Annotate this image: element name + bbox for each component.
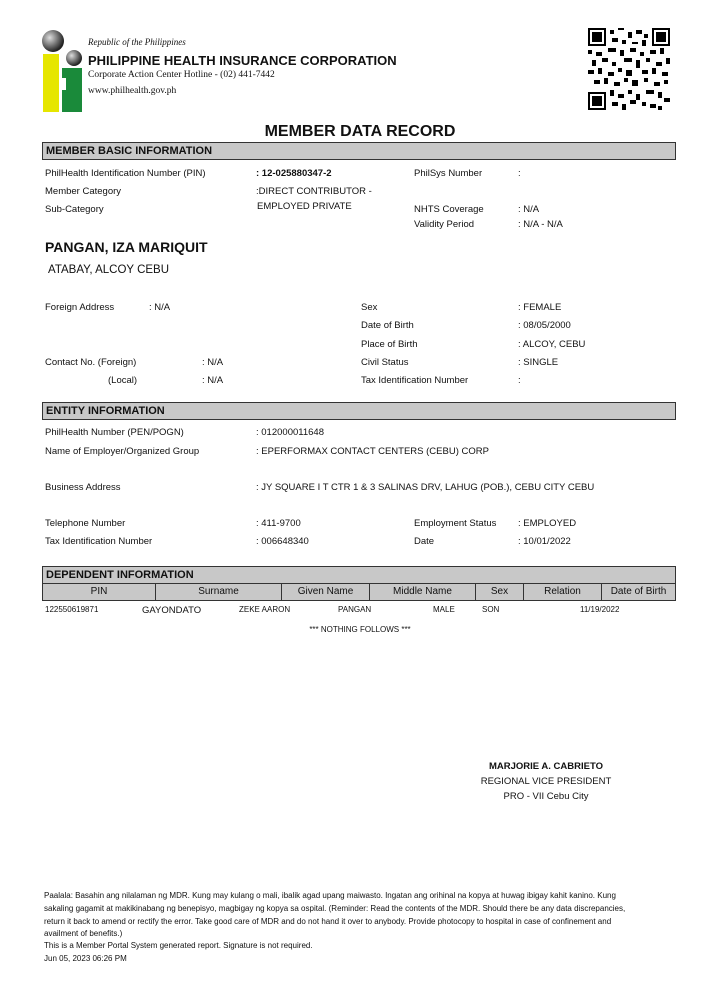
- pen-value: : 012000011648: [256, 427, 324, 438]
- foreign-address-label: Foreign Address: [45, 302, 115, 313]
- foreign-address-value: : N/A: [149, 302, 171, 313]
- contact-local-label: (Local): [108, 375, 138, 386]
- dob-value: : 08/05/2000: [518, 320, 571, 331]
- dep-middle-name: PANGAN: [338, 605, 372, 614]
- pen-label: PhilHealth Number (PEN/POGN): [45, 427, 184, 438]
- member-address: ATABAY, ALCOY CEBU: [48, 264, 170, 276]
- pin-label: PhilHealth Identification Number (PIN): [45, 168, 206, 179]
- section-entity: [42, 402, 676, 420]
- employment-status-value: : EMPLOYED: [518, 518, 577, 529]
- signatory-position: REGIONAL VICE PRESIDENT: [480, 776, 612, 787]
- date-value: : 10/01/2022: [518, 536, 571, 547]
- dob-label: Date of Birth: [361, 320, 414, 331]
- telephone-label: Telephone Number: [45, 518, 126, 529]
- sex-value: : FEMALE: [518, 302, 562, 313]
- tin-value: :: [518, 375, 521, 386]
- nhts-value: : N/A: [518, 204, 540, 215]
- business-address-label: Business Address: [45, 482, 121, 493]
- dep-dob: 11/19/2022: [580, 605, 620, 614]
- org-name: PHILIPPINE HEALTH INSURANCE CORPORATION: [88, 53, 397, 68]
- col-sex: Sex: [476, 584, 524, 600]
- employment-status-label: Employment Status: [414, 518, 497, 529]
- subcategory-label: Sub-Category: [45, 204, 104, 215]
- sex-label: Sex: [361, 302, 378, 313]
- entity-tin-value: : 006648340: [256, 536, 309, 547]
- contact-foreign-value: : N/A: [202, 357, 224, 368]
- document-title: MEMBER DATA RECORD: [264, 123, 456, 140]
- validity-value: : N/A - N/A: [518, 219, 563, 230]
- civil-status-value: : SINGLE: [518, 357, 559, 368]
- republic-text: Republic of the Philippines: [88, 37, 186, 47]
- signatory-name: MARJORIE A. CABRIETO: [488, 761, 603, 772]
- dep-sex: MALE: [433, 605, 455, 614]
- employer-value: : EPERFORMAX CONTACT CENTERS (CEBU) CORP: [256, 446, 489, 457]
- col-relation: Relation: [524, 584, 602, 600]
- dependents-table-header: [42, 584, 676, 601]
- date-label: Date: [414, 536, 435, 547]
- col-surname: Surname: [156, 584, 282, 600]
- hotline-text: Corporate Action Center Hotline - (02) 441-7442: [88, 70, 275, 80]
- qr-code: [588, 28, 670, 110]
- nhts-label: NHTS Coverage: [414, 204, 484, 215]
- philsys-value: :: [518, 168, 521, 179]
- philhealth-logo: [40, 28, 86, 114]
- member-category-value: :DIRECT CONTRIBUTOR -: [256, 186, 372, 197]
- pob-value: : ALCOY, CEBU: [518, 339, 586, 350]
- dep-pin: 122550619871: [45, 605, 99, 614]
- employer-label: Name of Employer/Organized Group: [45, 446, 200, 457]
- civil-status-label: Civil Status: [361, 357, 409, 368]
- footer-note-line-1: Paalala: Basahin ang nilalaman ng MDR. Kung may kulang o mali, ibalik agad upang maiwasto. Ingatan ang orihinal na kopya at huwag ibigay kahit kanino. Kung: [44, 891, 616, 900]
- dep-relation: SON: [482, 605, 500, 614]
- col-pin: PIN: [43, 584, 156, 600]
- footer-note-line-4: availment of benefits.): [44, 929, 123, 938]
- section-title: ENTITY INFORMATION: [46, 405, 165, 417]
- philsys-label: PhilSys Number: [414, 168, 483, 179]
- footer-note-line-3: return it back to amend or rectify the error. Take good care of MDR and do not hand it over to anybody. Provide photocopy to hospital in case of confinement and: [44, 917, 612, 926]
- business-address-value: : JY SQUARE I T CTR 1 & 3 SALINAS DRV, LAHUG (POB.), CEBU CITY CEBU: [256, 482, 595, 493]
- pob-label: Place of Birth: [361, 339, 418, 350]
- section-title: MEMBER BASIC INFORMATION: [46, 145, 213, 157]
- validity-label: Validity Period: [414, 219, 475, 230]
- nothing-follows: *** NOTHING FOLLOWS ***: [309, 625, 411, 634]
- tin-label: Tax Identification Number: [361, 375, 469, 386]
- member-name: PANGAN, IZA MARIQUIT: [45, 239, 208, 255]
- signatory-office: PRO - VII Cebu City: [503, 791, 589, 802]
- contact-local-value: : N/A: [202, 375, 224, 386]
- generated-timestamp: Jun 05, 2023 06:26 PM: [44, 954, 127, 963]
- col-dob: Date of Birth: [610, 586, 667, 597]
- member-category-value-cont: EMPLOYED PRIVATE: [257, 201, 352, 212]
- dep-given-name: ZEKE AARON: [239, 605, 291, 614]
- telephone-value: : 411-9700: [256, 518, 301, 529]
- footer-note-line-2: sakaling gagamit at makikinabang ng benepisyo, magbigay ng kopya sa ospital. (Reminder: Read the contents of the MDR. Should there be any data discrepancies,: [44, 904, 626, 913]
- member-category-label: Member Category: [45, 186, 122, 197]
- website-link[interactable]: www.philhealth.gov.ph: [88, 86, 177, 96]
- col-given-name: Given Name: [282, 584, 370, 600]
- section-title: DEPENDENT INFORMATION: [46, 569, 194, 581]
- generated-note: This is a Member Portal System generated report. Signature is not required.: [44, 941, 313, 950]
- entity-tin-label: Tax Identification Number: [45, 536, 153, 547]
- section-dependents: [42, 566, 676, 584]
- pin-value: : 12-025880347-2: [256, 168, 332, 179]
- contact-foreign-label: Contact No. (Foreign): [45, 357, 137, 368]
- dep-surname: GAYONDATO: [142, 605, 202, 616]
- col-middle-name: Middle Name: [370, 584, 476, 600]
- section-member-basic: [42, 142, 676, 160]
